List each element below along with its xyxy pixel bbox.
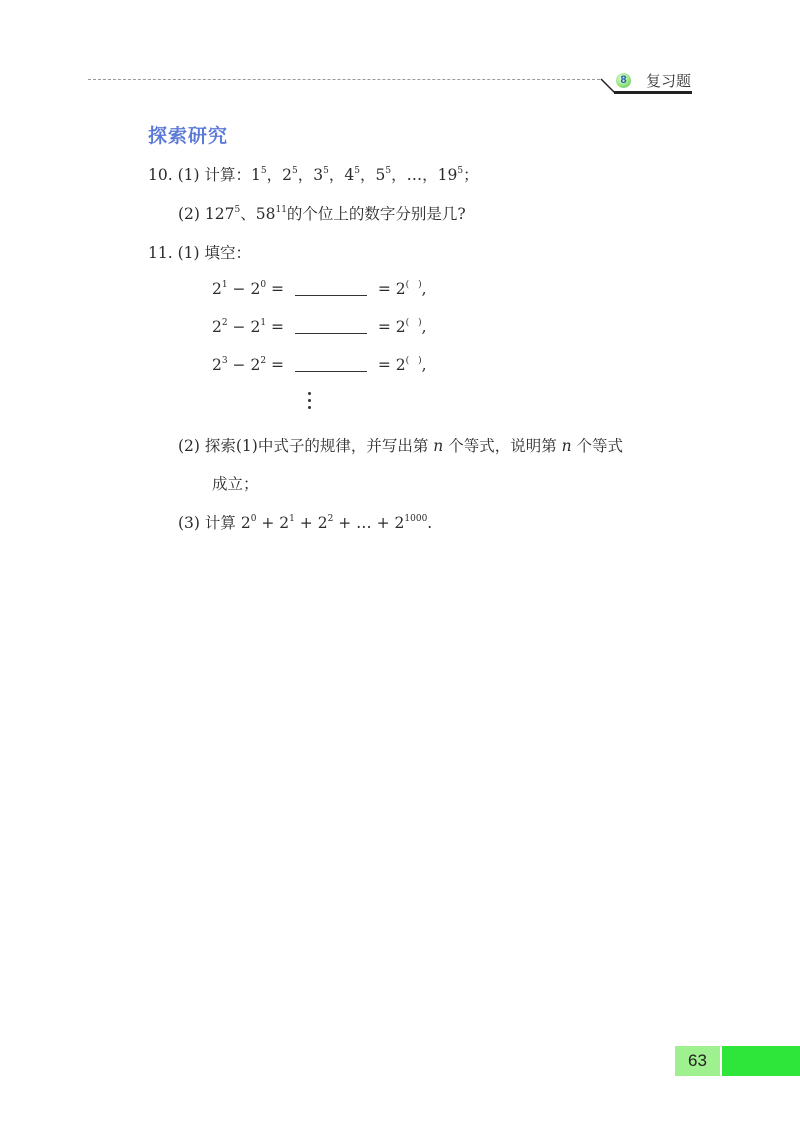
equation-row: $2^2 - 2^1$ = = 2( ), — [212, 318, 427, 336]
ellipsis: … — [406, 166, 423, 184]
problem-11-part-2-continued: 成立； — [212, 475, 259, 493]
problem-11-part-3: (3) 计算 $2^0 + 2^1 + 2^2$ + … + $2^{1000}$. — [178, 514, 433, 532]
vertical-ellipsis — [306, 392, 312, 412]
power-term: $5^5$ — [375, 166, 392, 184]
problem-10-part-1: 10. (1) 计算：$1^5$，$2^5$，$3^5$，$4^5$，$5^5$，…，$19^5$； — [148, 166, 479, 184]
header-underline — [614, 91, 692, 94]
problem-11-part-2: (2) 探索(1)中式子的规律，并写出第 n 个等式，说明第 n 个等式 — [178, 437, 624, 455]
exponent-blank: ( ) — [405, 280, 422, 290]
power-term: $58^{11}$ — [255, 205, 287, 223]
exponent-blank: ( ) — [405, 356, 422, 366]
answer-blank — [295, 357, 367, 372]
equation-row: $2^1 - 2^0$ = = 2( ), — [212, 280, 427, 298]
power-term: $127^5$ — [204, 205, 241, 223]
page-number: 63 — [675, 1046, 720, 1076]
power-term: $19^5$ — [437, 166, 464, 184]
chapter-title: 复习题 — [646, 72, 692, 90]
chapter-header-tab — [600, 68, 692, 94]
power-term: $1^5$ — [250, 166, 267, 184]
answer-blank — [295, 281, 367, 296]
problem-11-part-1-label: 11. (1) 填空： — [148, 244, 251, 262]
power-term: $4^5$ — [344, 166, 360, 184]
chapter-number-badge: 8 — [616, 73, 631, 88]
power-term: $2^5$ — [282, 166, 298, 184]
header-dashed-rule — [88, 79, 600, 80]
exponent-blank: ( ) — [405, 318, 422, 328]
equation-row: $2^3 - 2^2$ = = 2( ), — [212, 356, 427, 374]
problem-10-part-2: (2) $127^5$、$58^{11}$的个位上的数字分别是几? — [178, 205, 466, 223]
page-color-bar — [722, 1046, 800, 1076]
section-title: 探索研究 — [148, 125, 229, 147]
power-term: $3^5$ — [313, 166, 329, 184]
answer-blank — [295, 319, 367, 334]
problem-10-part-1-prefix: 10. (1) 计算： — [148, 166, 251, 184]
